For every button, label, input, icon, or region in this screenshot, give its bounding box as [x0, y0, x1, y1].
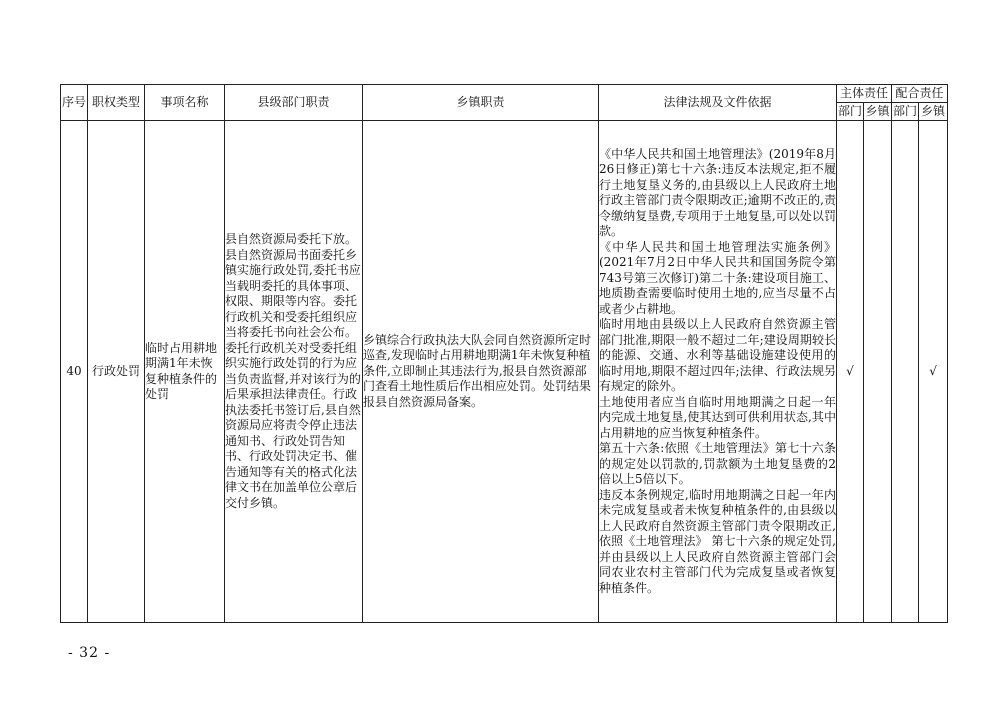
responsibility-table: [60, 84, 948, 623]
cell-county-duty: 县自然资源局委托下放。县自然资源局书面委托乡镇实施行政处罚,委托书应当载明委托的具体事项、权限、期限等内容。委托行政机关和受委托组织应当将委托书向社会公布。委托行政机关对受委托组织实施行政处罚的行为应当负责监督,并对该行为的后果承担法律责任。行政执法委托书签订后,县自然资源局应将责令停止违法通知书、行政处罚告知书、行政处罚决定书、催告通知等有关的格式化法律文书在加盖单位公章后交付乡镇。: [225, 121, 363, 623]
law-paragraph: 《中华人民共和国土地管理法》(2019年8月26日修正)第七十六条:违反本法规定,拒不履行土地复垦义务的,由县级以上人民政府土地行政主管部门责令限期改正;逾期不改正的,责令缴纳复垦费,专项用于土地复垦,可以处以罚款。: [599, 146, 836, 239]
header-law-basis: 法律法规及文件依据: [599, 85, 837, 121]
header-row-1: [61, 85, 948, 103]
header-main-dept: 部门: [837, 103, 864, 121]
table-row: [61, 121, 948, 623]
header-seq: 序号: [61, 85, 88, 121]
cell-assist-town-check: √: [919, 121, 948, 623]
page-number: - 32 -: [68, 645, 111, 661]
header-county-duty: 县级部门职责: [225, 85, 363, 121]
header-power-type: 职权类型: [88, 85, 145, 121]
law-paragraph: 违反本条例规定,临时用地期满之日起一年内未完成复垦或者未恢复种植条件的,由县级以上人民政府自然资源主管部门责令限期改正,依照《土地管理法》 第七十六条的规定处罚,并由县级以上人民政府自然资源主管部门会同农业农村主管部门代为完成复垦或者恢复种植条件。: [599, 487, 836, 595]
law-paragraph: 临时用地由县级以上人民政府自然资源主管部门批准,期限一般不超过二年;建设周期较长的能源、交通、水利等基础设施建设使用的临时用地,期限不超过四年;法律、行政法规另有规定的除外。: [599, 317, 836, 394]
cell-power-type: 行政处罚: [88, 121, 145, 623]
header-assist-responsibility: 配合责任: [892, 85, 948, 103]
law-paragraph: 第五十六条:依照《土地管理法》第七十六条的规定处以罚款的,罚款额为土地复垦费的2倍以上5倍以下。: [599, 441, 836, 487]
law-paragraph: 《中华人民共和国土地管理法实施条例》(2021年7月2日中华人民共和国国务院令第743号第三次修订)第二十条:建设项目施工、地质勘查需要临时使用土地的,应当尽量不占或者少占耕地。: [599, 239, 836, 316]
cell-main-dept-check: √: [837, 121, 864, 623]
header-assist-town: 乡镇: [919, 103, 948, 121]
cell-town-duty: 乡镇综合行政执法大队会同自然资源所定时巡查,发现临时占用耕地期满1年未恢复种植条件,立即制止其违法行为,报县自然资源部门查看土地性质后作出相应处罚。处罚结果报县自然资源局备案。: [363, 121, 599, 623]
cell-law-basis: [599, 121, 837, 623]
header-main-town: 乡镇: [864, 103, 892, 121]
header-item-name: 事项名称: [145, 85, 225, 121]
header-town-duty: 乡镇职责: [363, 85, 599, 121]
header-assist-dept: 部门: [892, 103, 919, 121]
header-main-responsibility: 主体责任: [837, 85, 892, 103]
cell-main-town-check: [864, 121, 892, 623]
cell-seq: 40: [61, 121, 88, 623]
law-paragraph: 土地使用者应当自临时用地期满之日起一年内完成土地复垦,使其达到可供利用状态,其中占用耕地的应当恢复种植条件。: [599, 394, 836, 440]
cell-item-name: 临时占用耕地期满1年未恢复种植条件的处罚: [145, 121, 225, 623]
cell-assist-dept-check: [892, 121, 919, 623]
